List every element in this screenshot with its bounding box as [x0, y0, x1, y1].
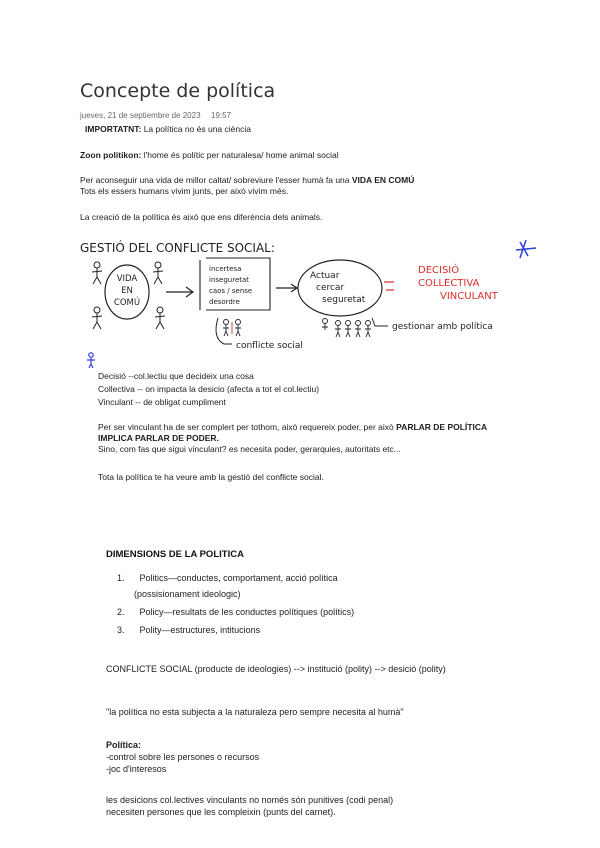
- poder-text: Per ser vinculant ha de ser complert per tothom, això requereix poder, per això: [98, 422, 397, 432]
- circle2-line3: seguretat: [322, 295, 366, 305]
- def-collectiva: Collectiva -- on impacta la desicio (afecta a tot el col.lectiu): [98, 384, 320, 394]
- dimension-item-3: [117, 625, 260, 635]
- date-text: jueves, 21 de septiembre de 2023: [80, 111, 201, 120]
- time-text: 19:57: [211, 111, 232, 120]
- paragraph-poder-line2: IMPLICA PARLAR DE PODER.: [98, 433, 219, 443]
- arrow-right-icon: [216, 318, 232, 344]
- page-date: [80, 111, 231, 120]
- manage-label: gestionar amb política: [392, 322, 493, 332]
- blue-mark-icon: [516, 240, 536, 258]
- dimension-item-1-sub: (possisionament ideologic): [134, 589, 241, 599]
- red-line1: DECISIÓ: [418, 265, 460, 276]
- dimension-num: 3.: [117, 625, 125, 635]
- box-line1: incertesa: [209, 265, 242, 273]
- important-label: IMPORTATNT:: [85, 124, 142, 134]
- red-line3: VINCULANT: [440, 291, 498, 302]
- dimension-text: Policy—resultats de les conductes polítiques (polítics): [139, 607, 355, 617]
- circle1-line3: COMÚ: [113, 298, 141, 308]
- conflict-diagram: [0, 230, 600, 380]
- paragraph-vida-line2: Tots els essers humans vivim junts, per això vivim més.: [80, 186, 289, 196]
- arrow-right-icon: [276, 284, 297, 292]
- last-line-2: necesiten persones que les compleixin (punts del carnet).: [106, 807, 336, 817]
- def-vinculant: Vinculant -- de obligat cumpliment: [98, 397, 226, 407]
- dimension-num: 1.: [117, 573, 125, 583]
- politica-heading: Política:: [106, 740, 142, 750]
- zoon-text: l'home és polític per naturalesa/ home animal social: [141, 150, 339, 160]
- dimension-text: Polity—estructures, intitucions: [139, 625, 261, 635]
- diagram-heading: GESTIÓ DEL CONFLICTE SOCIAL:: [80, 241, 275, 255]
- circle2-line1: Actuar: [310, 271, 340, 281]
- paragraph-poder-line1: [98, 422, 487, 433]
- circle1-line1: VIDA: [116, 274, 138, 284]
- box-line2: inseguretat: [209, 276, 250, 284]
- red-line2: COLLECTIVA: [418, 278, 480, 289]
- dimension-text: Politics—conductes, comportament, acció política: [139, 573, 338, 583]
- paragraph-important: [85, 124, 251, 135]
- def-decisio: Decisió --col.lectiu que decideix una cosa: [98, 371, 254, 381]
- dimension-num: 2.: [117, 607, 125, 617]
- page-title: Concepte de política: [80, 80, 276, 102]
- crowd-icon: [322, 319, 371, 338]
- dimension-item-1: [117, 573, 338, 583]
- quote-line: "la política no esta subjecta a la naturaleza pero sempre necesita al humà": [106, 707, 404, 717]
- paragraph-vida-line1: [80, 175, 414, 186]
- red-arrow-icon: [384, 282, 394, 290]
- poder-bold: PARLAR DE POLÍTICA: [396, 422, 488, 432]
- flow-line: CONFLICTE SOCIAL (producte de ideologies) --> institució (polity) --> desició (polity): [106, 664, 446, 674]
- arrow-right-icon: [372, 318, 388, 326]
- box-line3: caos / sense: [209, 287, 253, 295]
- box-line4: desordre: [209, 298, 240, 306]
- important-text: La política no és una ciència: [141, 124, 251, 134]
- politica-item-2: -joc d'interesos: [106, 764, 167, 774]
- paragraph-creacio: La creació de la política és això que ens diferència dels animals.: [80, 212, 323, 222]
- vida-text: Per aconseguir una vida de millor caltat/ sobreviure l'esser humà fa una: [80, 175, 352, 185]
- last-line-1: les desicions col.lectives vinculants no només són punitives (codi penal): [106, 795, 394, 805]
- blue-figure-icon: [87, 353, 95, 368]
- paragraph-poder-line3: Sino, com fas que sigui vinculant? es necesita poder, gerarquies, autoritats etc...: [98, 444, 401, 454]
- arrow-right-icon: [166, 287, 193, 297]
- circle2-line2: cercar: [316, 283, 345, 293]
- paragraph-gestio: Tota la política te ha veure amb la gestió del conflicte social.: [98, 472, 324, 482]
- dimensions-heading: DIMENSIONS DE LA POLITICA: [106, 549, 244, 560]
- vida-bold: VIDA EN COMÚ: [351, 175, 415, 185]
- zoon-label: Zoon politikon:: [80, 150, 142, 160]
- conflict-label: conflicte social: [236, 341, 303, 351]
- dimension-item-2: [117, 607, 354, 617]
- paragraph-zoon: [80, 150, 339, 161]
- conflict-figures-icon: [223, 320, 241, 337]
- circle1-line2: EN: [121, 286, 133, 296]
- politica-item-1: -control sobre les persones o recursos: [106, 752, 260, 762]
